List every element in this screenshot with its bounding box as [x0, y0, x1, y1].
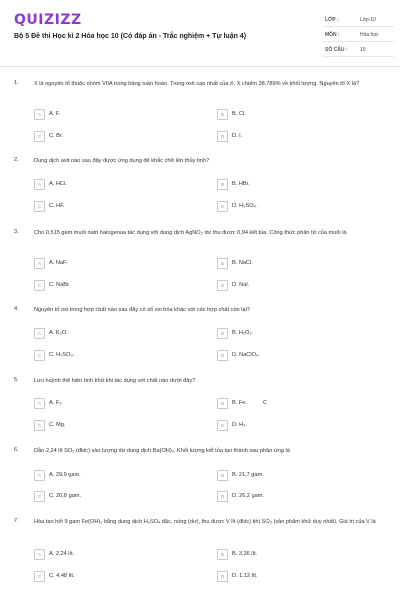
meta-label: MÔN : [325, 32, 340, 38]
option-a[interactable] [34, 549, 199, 561]
option-a[interactable] [34, 398, 199, 410]
option-b[interactable] [217, 109, 382, 121]
option-letter-box: B [217, 549, 228, 560]
question-text: X là nguyên tố thuộc nhóm VIIA trong bảng tuần hoàn. Trong oxit cao nhất của X, X chiếm 38,789% về khối lượng. Nguyên tố X là? [34, 81, 360, 87]
option-text: A. NaF. [49, 260, 68, 266]
option-letter-box: A [34, 470, 45, 481]
option-text: D. 1,12 lít. [232, 573, 258, 579]
quizizz-logo: QUIZIZZ [14, 12, 82, 28]
header-divider [0, 66, 400, 67]
option-text: C. NaBr. [49, 282, 71, 288]
question-text: Dung dịch axit nào sau đây được ứng dụng để khắc chữ lên thủy tinh? [34, 158, 210, 164]
option-c[interactable] [34, 571, 199, 583]
option-text: D. NaClO₄. [232, 352, 260, 358]
option-text: C. 4,48 lít. [49, 573, 75, 579]
option-letter-box: D [217, 491, 228, 502]
option-text: A. HCl. [49, 181, 67, 187]
option-letter-box: A [34, 179, 45, 190]
option-text: D. NaI. [232, 282, 250, 288]
question-number: 1. [14, 80, 19, 86]
option-text: D. I. [232, 133, 243, 139]
option-text: B. NaCl. [232, 260, 253, 266]
option-c[interactable] [34, 201, 199, 213]
option-a[interactable] [34, 328, 199, 340]
option-b[interactable] [217, 398, 382, 410]
option-text: B. H₂O₂. [232, 330, 254, 336]
option-letter-box: A [34, 328, 45, 339]
option-letter-box: B [217, 398, 228, 409]
option-text: C. 20,8 gam. [49, 493, 82, 499]
option-c[interactable] [34, 280, 199, 292]
option-text: B. HBr. [232, 181, 250, 187]
option-letter-box: B [217, 470, 228, 481]
option-letter-box: B [217, 258, 228, 269]
option-letter-box: C [34, 571, 45, 582]
meta-row-question-count [322, 42, 394, 57]
option-letter-box: B [217, 109, 228, 120]
option-text: B. Fe. [232, 400, 247, 406]
option-c[interactable] [34, 131, 199, 143]
question-text: Cho 0,515 gam muối natri halogenua tác dụng với dung dịch AgNO₃ dư thu được 0,94 kết tủa. Công thức phân tử của muối là [34, 230, 347, 236]
option-d[interactable] [217, 420, 382, 432]
option-text: C. Br. [49, 133, 63, 139]
option-text: A. F₂. [49, 400, 63, 406]
option-text: B. 21,7 gam. [232, 472, 264, 478]
option-text: A. 2,24 lít. [49, 551, 75, 557]
option-text: C. HF. [49, 203, 65, 209]
option-b[interactable] [217, 179, 382, 191]
question-number: 4. [14, 306, 19, 312]
option-letter-box: D [217, 280, 228, 291]
option-letter-box: C [34, 131, 45, 142]
option-letter-box: C [34, 491, 45, 502]
option-c[interactable] [34, 350, 199, 362]
option-letter-box: C [34, 201, 45, 212]
meta-table [322, 12, 394, 57]
question-number: 7. [14, 518, 19, 524]
option-text: A. F. [49, 111, 61, 117]
meta-value: 10 [360, 47, 366, 53]
option-d[interactable] [217, 350, 382, 362]
option-letter-box: B [217, 179, 228, 190]
option-text: D. H₂SO₄ . [232, 203, 259, 209]
meta-label: LỚP : [325, 17, 339, 23]
option-letter-box: D [217, 131, 228, 142]
worksheet-header [0, 0, 400, 66]
option-d[interactable] [217, 201, 382, 213]
option-a[interactable] [34, 258, 199, 270]
option-d[interactable] [217, 280, 382, 292]
question-number: 5. [14, 377, 19, 383]
option-b[interactable] [217, 328, 382, 340]
option-letter-box: D [217, 201, 228, 212]
option-text: B. Cl. [232, 111, 246, 117]
option-letter-box: A [34, 109, 45, 120]
option-letter-box: D [217, 571, 228, 582]
option-text: D. H₂. [232, 422, 247, 428]
question-number: 3. [14, 229, 19, 235]
option-b[interactable] [217, 470, 382, 482]
question-text: Nguyên tố oxi trong hợp chất nào sau đây có số oxi hóa khác với các hợp chất còn lại? [34, 307, 250, 313]
question-number: 2. [14, 157, 19, 163]
option-a[interactable] [34, 109, 199, 121]
option-letter-box: B [217, 328, 228, 339]
option-text: A. K₂O. [49, 330, 68, 336]
document-title: Bộ 5 Đề thi Học kì 2 Hóa học 10 (Có đáp án - Trắc nghiệm + Tự luận 4) [14, 33, 247, 40]
question-number: 6. [14, 447, 19, 453]
meta-label: SỐ CÂU : [325, 47, 348, 53]
question-text: Dẫn 2,24 lít SO₂ (đktc) vào lượng dư dung dịch Ba(OH)₂. Khối lượng kết tủa tạo thành sau phản ứng là [34, 448, 290, 454]
option-letter-box: C [34, 350, 45, 361]
meta-value: Hóa học [360, 32, 379, 38]
option-a[interactable] [34, 179, 199, 191]
option-d[interactable] [217, 491, 382, 503]
option-letter-box: A [34, 549, 45, 560]
question-text: Lưu huỳnh thể hiện tính khử khi tác dụng với chất nào dưới đây? [34, 378, 196, 384]
option-letter-box: C [34, 420, 45, 431]
question-text: Hòa tan hết 9 gam Fe(OH)₂ bằng dung dịch H₂SO₄ đặc, nóng (dư), thu được V lít (đktc) khí SO₂ (sản phẩm khử duy nhất). Giá trị của V là [34, 519, 376, 525]
stray-letter: C [263, 400, 268, 406]
option-text: B. 3,36 lít. [232, 551, 258, 557]
option-letter-box: C [34, 280, 45, 291]
meta-row-subject [322, 27, 394, 42]
option-letter-box: A [34, 398, 45, 409]
option-letter-box: A [34, 258, 45, 269]
option-letter-box: D [217, 350, 228, 361]
option-letter-box: D [217, 420, 228, 431]
option-text: D. 26,2 gam. [232, 493, 265, 499]
option-d[interactable] [217, 571, 382, 583]
option-c[interactable] [34, 420, 199, 432]
meta-value: Lớp 10 [360, 17, 376, 23]
option-text: A. 29,9 gam. [49, 472, 81, 478]
option-c[interactable] [34, 491, 199, 503]
option-text: C. Mg. [49, 422, 66, 428]
meta-row-class [322, 12, 394, 27]
option-b[interactable] [217, 258, 382, 270]
option-d[interactable] [217, 131, 382, 143]
option-a[interactable] [34, 470, 199, 482]
option-text: C. H₂SO₃. [49, 352, 75, 358]
option-b[interactable] [217, 549, 382, 561]
